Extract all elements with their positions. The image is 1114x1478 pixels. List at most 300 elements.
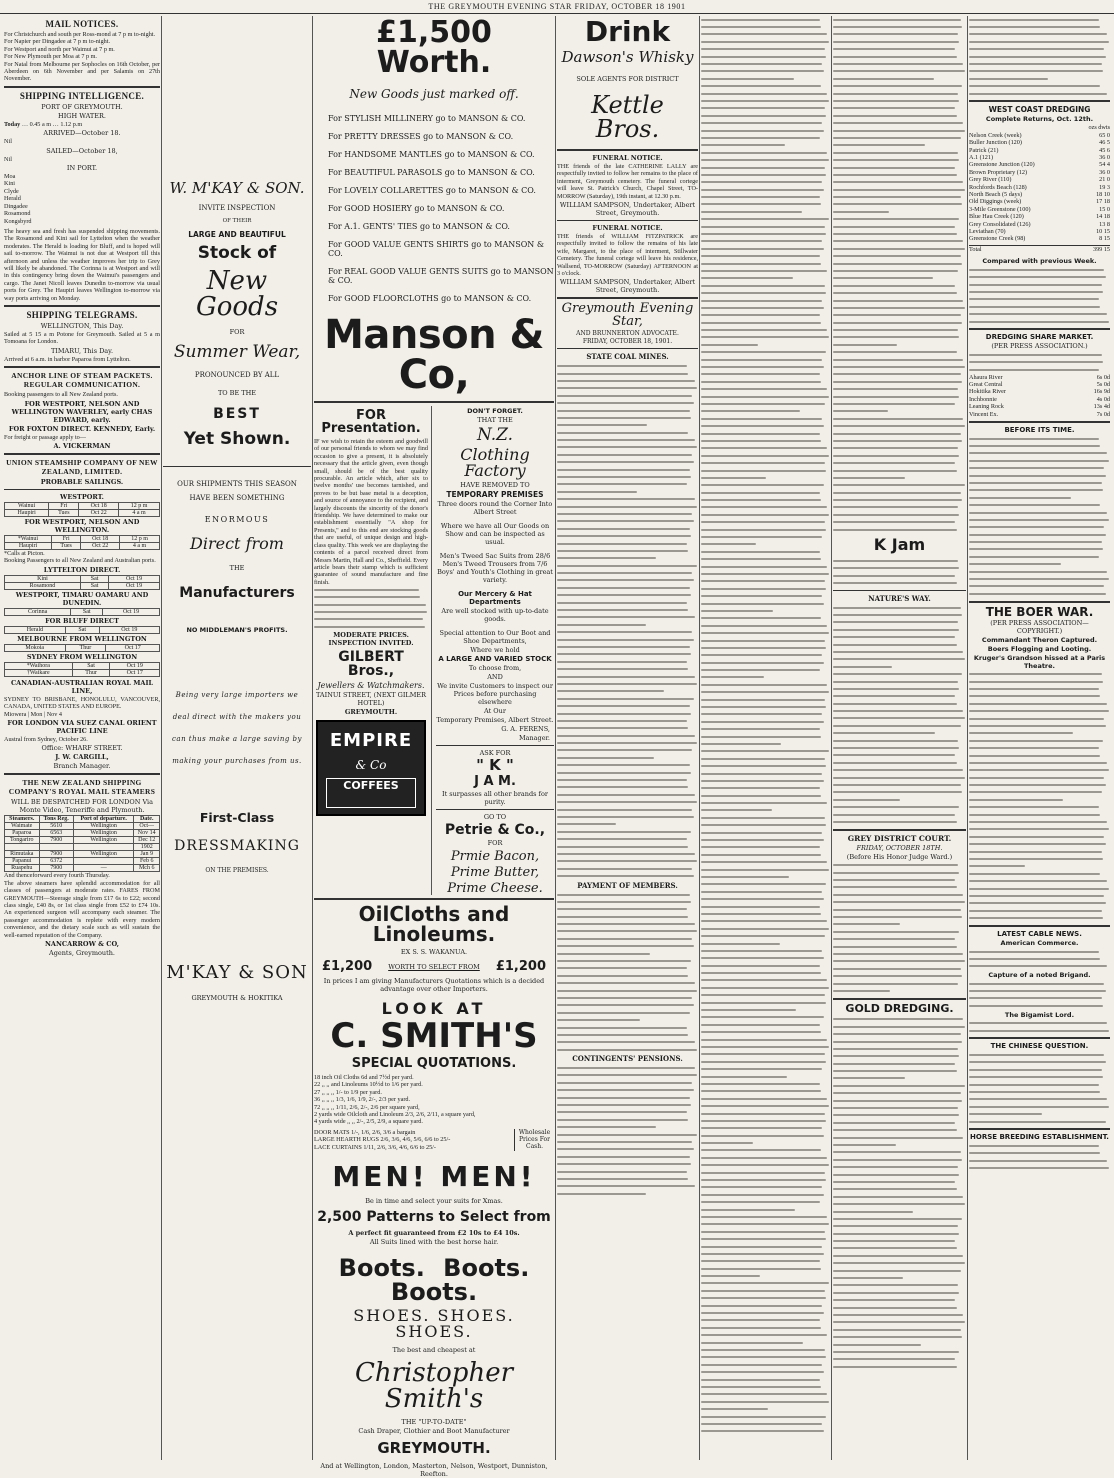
illegible-text-line [969,987,1110,994]
manson-item: For GOOD FLOORCLOTHS go to MANSON & CO. [328,294,532,303]
illegible-text-line [701,1029,830,1036]
returns-row: 3-Mile Greenstone (100) 15 0 [969,205,1110,213]
returns-table [969,132,1110,243]
illegible-text-line [701,578,830,585]
masthead: THE GREYMOUTH EVENING STAR FRIDAY, OCTOBER 18 1901 [0,0,1114,14]
illegible-text-line [969,1103,1110,1110]
illegible-text-line [969,781,1110,788]
table-cell: Corinna [5,608,71,615]
illegible-text-line [701,1006,830,1013]
state-coal-heading: STATE COAL MINES. [586,352,669,362]
kettle-bros: Kettle Bros. [591,91,664,143]
news-text [969,1142,1110,1172]
table-row [5,575,160,582]
empire-coffee-logo: EMPIRE & Co COFFEES [316,720,426,816]
illegible-text-line [701,585,830,592]
firm-places: GREYMOUTH & HOKITIKA [191,993,283,1002]
illegible-text-line [701,496,830,503]
illegible-text-line [701,489,830,496]
illegible-text-line [557,503,698,510]
gold-dredging: GOLD DREDGING. [845,1001,954,1015]
table-header-cell: Port of departure. [73,816,134,823]
illegible-text-line [701,1184,830,1191]
importers-text: Being very large importers we deal direct with the makers you can thus make a large saving by making your purchases from us. [171,691,302,765]
route-westport-nelson: FOR WESTPORT, NELSON AND WELLINGTON. [24,518,140,534]
illegible-text-line [833,208,966,215]
illegible-text-line [701,637,830,644]
column-news [701,16,830,1460]
table-row [5,858,160,865]
illegible-text-line [969,1142,1110,1149]
illegible-text-line [701,445,830,452]
ex-ss-wakanua: EX S. S. WAKANUA. [400,948,468,956]
table-cell: Oct 19 [103,608,160,615]
illegible-text-line [701,408,830,415]
horse-breeding: HORSE BREEDING ESTABLISHMENT. [970,1133,1109,1142]
illegible-text-line [701,519,830,526]
ship-name: Dingadee [4,202,28,210]
illegible-text-line [833,260,966,267]
illegible-text-line [833,1348,966,1355]
table-cell: Fri [51,536,80,543]
illegible-text-line [833,201,966,208]
illegible-text-line [701,762,830,769]
illegible-text-line [969,907,1110,914]
illegible-text-line [833,693,966,700]
illegible-text-line [833,90,966,97]
firm-name-footer: M'KAY & SON [166,961,308,983]
special-quotations: SPECIAL QUOTATIONS. [351,1056,517,1071]
illegible-text-line [557,791,698,798]
illegible-text-line [557,496,698,503]
invite-text: INVITE INSPECTION [198,204,276,212]
returns-row: Greenstone Junction (120) 54 4 [969,161,1110,169]
boer-war: THE BOER WAR. [985,604,1094,619]
table-cell: Wainui [5,503,49,510]
illegible-text-line [557,813,698,820]
london-route: FOR LONDON VIA SUEZ CANAL ORIENT PACIFIC LINE [7,719,157,736]
look-at: LOOK AT [381,999,487,1018]
illegible-text-line [833,752,966,759]
returns-row: Patrick (21) 45 6 [969,146,1110,154]
table-cell: Feb 6 [134,858,160,865]
nz-text: N.Z. [476,425,514,445]
illegible-text-line [833,1274,966,1281]
illegible-text-line [833,759,966,766]
illegible-text-line [701,511,830,518]
table-cell: Rimutaka [5,851,40,858]
illegible-text-line [701,955,830,962]
illegible-text-line [701,1398,830,1405]
illegible-text-line [969,1164,1110,1171]
illegible-text-line [701,1324,830,1331]
table-header [5,816,160,823]
shipping-notes: The heavy sea and fresh has suspended shipping movements. The Rosamond and Kini sail for Lyttelton when the weather moderates. The Herald is loading for Bluff, and is hoped will sail to-morrow. The Waimui is not due at Westport till this afternoon and unless the weather improves her trip to Grey will likely be abandoned. The Corinna is at Westport and will in this contingency bring down the Waimui's passengers and cargo. The Janet Nicoll leaves Dunedin to-morrow via usual ports for Grey. The Haupiri leaves Wellington to-morrow via way ports arriving on Monday. [4,227,160,302]
illegible-text-line [557,392,698,399]
table-cell: 4 a m [120,543,160,550]
illegible-text-line [833,1104,966,1111]
illegible-text-line [833,641,966,648]
telegram-place: TIMARU, This Day. [50,346,114,355]
illegible-text-line [557,1190,698,1197]
illegible-text-line [701,689,830,696]
compared-heading: Compared with previous Week. [982,257,1097,266]
illegible-text-line [833,921,966,928]
illegible-text-line [969,1059,1110,1066]
court-judge: (Before His Honor Judge Ward.) [846,852,953,861]
returns-row: Rochfords Beach (128) 19 3 [969,183,1110,191]
table-cell: Oct 19 [109,575,160,582]
illegible-text-line [557,1183,698,1190]
illegible-text-line [557,614,698,621]
share-market: DREDGING SHARE MARKET. [985,333,1094,342]
illegible-text-line [701,105,830,112]
illegible-text-line [701,1221,830,1228]
illegible-text-line [833,474,966,481]
illegible-text-line [557,510,698,517]
illegible-text-line [833,604,966,611]
illegible-text-line [969,1157,1110,1164]
illegible-text-line [833,430,966,437]
route-sydney: SYDNEY FROM WELLINGTON [26,652,138,661]
illegible-text-line [701,1376,830,1383]
nzs-agent: NANCARROW & CO, [44,940,120,949]
illegible-text-line [557,1094,698,1101]
illegible-text-line [557,1146,698,1153]
illegible-text-line [969,457,1110,464]
illegible-text-line [557,1009,698,1016]
illegible-text-line [557,806,698,813]
illegible-text-line [833,781,966,788]
illegible-text-line [969,678,1110,685]
illegible-text-line [701,83,830,90]
illegible-text-line [557,444,698,451]
illegible-text-line [701,932,830,939]
illegible-text-line [833,557,966,564]
undertaker: WILLIAM SAMPSON, Undertaker, Albert Street, Greymouth. [559,278,696,295]
in-port-label: IN PORT. [66,164,98,173]
illegible-text-line [833,38,966,45]
illegible-text-line [557,1124,698,1131]
illegible-text-line [701,1147,830,1154]
miowera-sailing: Miowera | Mon | Nov 4 [4,710,62,718]
funeral-notice: THE friends of the late CATHERINE LALLY are respectfully invited to follow her remains to the place of interment, Greymouth cemetery. The funeral cortege will leave St. Patrick's Church, Chapel Street, TO-MORROW (Saturday), 19th instant, at 12.30 p.m. [557,163,698,200]
table-cell: *Wainui [5,536,52,543]
table-cell: Jan 9 [134,851,160,858]
ship-name: Clyde [4,187,19,195]
illegible-text-line [833,1333,966,1340]
illegible-text-line [833,1341,966,1348]
illegible-text-line [701,282,830,289]
illegible-text-line [969,274,1110,281]
illegible-text-line [833,437,966,444]
illegible-text-line [557,1079,698,1086]
illegible-text-line [701,903,830,910]
illegible-text-line [969,68,1110,75]
illegible-text-line [833,68,966,75]
illegible-text-line [557,821,698,828]
table-cell: Dec 12 [134,837,160,844]
illegible-text-line [557,928,698,935]
illegible-text-line [833,685,966,692]
amount-right: £1,200 [495,959,546,974]
illegible-text-line [701,1243,830,1250]
illegible-text-line [969,46,1110,53]
illegible-text-line [833,1297,966,1304]
illegible-text-line [833,289,966,296]
manson-item: For A.1. GENTS' TIES go to MANSON & CO. [328,222,510,231]
illegible-text-line [701,1413,830,1420]
gilbert-bros: GILBERT Bros., [338,649,404,680]
manson-item: For REAL GOOD VALUE GENTS SUITS go to MANSON & CO. [328,267,554,285]
table-cell: Paparoa [5,830,40,837]
illegible-text-line [833,393,966,400]
illegible-text-line [557,629,698,636]
natures-way: NATURE'S WAY. [868,593,931,603]
illegible-text-line [557,943,698,950]
illegible-text-line [701,659,830,666]
editorial-text [557,891,698,1054]
table-cell: Oct 18 [79,503,119,510]
table-cell: Oct 19 [110,662,160,669]
summer-wear-text: Summer Wear, [173,342,301,362]
illegible-text-line [557,898,698,905]
illegible-text-line [701,992,830,999]
illegible-text-line [701,260,830,267]
illegible-text-line [701,711,830,718]
illegible-text-line [557,673,698,680]
illegible-text-line [833,452,966,459]
illegible-text-line [701,799,830,806]
illegible-text-line [969,23,1110,30]
illegible-text-line [701,1354,830,1361]
illegible-text-line [701,1346,830,1353]
booking-note: Booking Passengers to all New Zealand and Australian ports. [4,557,156,565]
illegible-text-line [557,584,698,591]
table-cell: 6563 [39,830,73,837]
manson-item: For LOVELY COLLARETTES go to MANSON & CO. [328,186,536,195]
to-be-text: TO BE THE [217,389,257,397]
illegible-text-line [557,769,698,776]
illegible-text-line [833,1127,966,1134]
invite-customers: We invite Customers to inspect our Prices before purchasing elsewhere [437,682,553,706]
illegible-text-line [557,739,698,746]
first-class-text: First-Class [199,810,275,825]
illegible-text-line [833,722,966,729]
mens-suits: Men's Tweed Sac Suits from 28/6 Men's Tweed Trousers from 7/6 Boys' and Youth's Clothing in great variety. [437,552,553,584]
illegible-text-line [969,465,1110,472]
illegible-text-line [833,1023,966,1030]
illegible-text-line [833,1090,966,1097]
illegible-text-line [833,415,966,422]
shipping-heading: SHIPPING INTELLIGENCE. [19,90,145,101]
ship-name: Herald [4,195,21,203]
returns-row: Leviathan (70) 10 15 [969,227,1110,235]
moderate-prices: MODERATE PRICES. INSPECTION INVITED. [328,631,414,648]
illegible-text-line [701,592,830,599]
mercery-text: Are well stocked with up-to-date goods. [441,607,549,623]
illegible-text-line [557,407,698,414]
mercery-heading: Our Mercery & Hat Departments [458,590,532,606]
illegible-text-line [833,1156,966,1163]
illegible-text-line [557,965,698,972]
illegible-text-line [833,1245,966,1252]
illegible-text-line [701,53,830,60]
illegible-text-line [833,1223,966,1230]
illegible-text-line [701,1235,830,1242]
column-mkay-advert [163,16,311,1460]
illegible-text-line [833,511,966,518]
route-westport: WESTPORT. [60,493,104,501]
illegible-text-line [969,804,1110,811]
illegible-text-line [701,836,830,843]
illegible-text-line [833,400,966,407]
column-markets [969,16,1110,1460]
illegible-text-line [833,363,966,370]
illegible-text-line [701,1036,830,1043]
illegible-text-line [557,1016,698,1023]
pensions-heading: CONTINGENTS' PENSIONS. [572,1054,683,1064]
and-text: AND [487,673,503,681]
illegible-text-line [969,1150,1110,1157]
illegible-text-line [969,266,1110,273]
illegible-text-line [969,366,1110,373]
table-cell: Oct 17 [110,669,160,676]
illegible-text-line [557,828,698,835]
table-cell: 5610 [39,823,73,830]
illegible-text-line [833,149,966,156]
illegible-text-line [701,1250,830,1257]
petrie-co: Petrie & Co., [444,822,546,838]
illegible-text-line [833,663,966,670]
illegible-text-line [701,38,830,45]
table-row [5,608,160,615]
illegible-text-line [314,623,428,630]
dawsons-whisky: Dawson's Whisky [561,48,694,66]
mail-notice: For Westport and north per Waimui at 7 p m. [4,45,115,53]
table-cell: Sat [72,662,110,669]
office-address: Office: WHARF STREET. [41,744,123,753]
returns-row: Greenstone Creek (98) 8 15 [969,235,1110,243]
illegible-text-line [701,940,830,947]
illegible-text-line [701,888,830,895]
k-brand: " K " [476,756,514,774]
illegible-text-line [833,386,966,393]
illegible-text-line [701,1162,830,1169]
table-cell: Thur [65,644,106,651]
illegible-text-line [833,572,966,579]
illegible-text-line [969,472,1110,479]
c-smiths: C. SMITH'S [330,1016,538,1056]
table-cell: Nov 14 [134,830,160,837]
illegible-text-line [557,1064,698,1071]
illegible-text-line [701,1383,830,1390]
illegible-text-line [557,754,698,761]
illegible-text-line [701,193,830,200]
illegible-text-line [969,685,1110,692]
sailing-table [4,662,160,677]
illegible-text-line [969,494,1110,501]
illegible-text-line [701,415,830,422]
illegible-text-line [701,703,830,710]
illegible-text-line [557,980,698,987]
illegible-text-line [701,755,830,762]
illegible-text-line [833,267,966,274]
illegible-text-line [833,1230,966,1237]
at-our: At Our [484,707,506,715]
illegible-text-line [969,892,1110,899]
wholesale-prices: Wholesale Prices For Cash. [514,1129,554,1151]
canadian-line: CANADIAN-AUSTRALIAN ROYAL MAIL LINE, [10,678,154,695]
illegible-text-line [701,134,830,141]
illegible-text-line [833,496,966,503]
share-row: Great Central 5s 0d [969,380,1110,388]
anchor-line-heading: ANCHOR LINE OF STEAM PACKETS. REGULAR COMMUNICATION. [11,371,153,390]
illegible-text-line [833,1193,966,1200]
illegible-text-line [833,715,966,722]
illegible-text-line [969,730,1110,737]
illegible-text-line [701,334,830,341]
prime-bacon: Prmie Bacon, [450,849,540,864]
illegible-text-line [701,400,830,407]
illegible-text-line [833,216,966,223]
shoes-shoes: SHOES. SHOES. SHOES. [353,1306,515,1342]
table-cell: 1902 [134,844,160,851]
removed-to: HAVE REMOVED TO [460,481,530,489]
illegible-text-line [557,865,698,872]
illegible-text-line [701,563,830,570]
illegible-text-line [969,1020,1110,1027]
manager-name: J. W. CARGILL, [55,753,109,762]
special-attention: Special attention to Our Boot and Shoe Departments, [439,629,551,645]
illegible-text-line [833,1030,966,1037]
illegible-text-line [701,541,830,548]
illegible-text-line [701,1272,830,1279]
firm-name: W. M'KAY & SON. [169,179,305,197]
table-row [5,844,160,851]
illegible-text-line [701,349,830,356]
illegible-text-line [701,1191,830,1198]
news-text [969,980,1110,1010]
returns-date: Complete Returns, Oct. 12th. [985,115,1094,124]
illegible-text-line [557,1024,698,1031]
table-cell: Sat [80,582,108,589]
illegible-text-line [701,1280,830,1287]
table-header-cell: Date. [134,816,160,823]
illegible-text-line [701,607,830,614]
illegible-text-line [557,891,698,898]
table-row [5,851,160,858]
illegible-text-line [701,1154,830,1161]
illegible-text-line [701,1332,830,1339]
illegible-text-line [701,947,830,954]
anchor-routes: FOR WESTPORT, NELSON AND WELLINGTON WAVERLEY, early CHAS EDWARD, early. [11,399,153,424]
illegible-text-line [557,525,698,532]
news-text [701,16,830,1435]
table-cell: Thur [72,669,110,676]
illegible-text-line [969,1110,1110,1117]
telegrams-heading: SHIPPING TELEGRAMS. [26,309,138,320]
funeral-heading: FUNERAL NOTICE. [592,154,663,162]
illegible-text-line [701,1065,830,1072]
illegible-text-line [557,621,698,628]
table-cell: Sat [65,626,99,633]
illegible-text-line [969,583,1110,590]
nzs-fares: The above steamers have splendid accommodation for all classes of passengers at moderate rates. FARES FROM GREYMOUTH—Steerage single from £17 6s to £22; second class single, £40 8s, or 1st class single from £52 to £74 10s. An experienced surgeon will accompany each steamer. The passenger accommodation is replete with every modern convenience, and the dietary scale such as will sustain the well-earned reputation of the Company. [4,879,160,939]
new-goods-marked: New Goods just marked off. [349,87,519,101]
noted-brigand: Capture of a noted Brigand. [988,970,1091,979]
press-assoc: (PER PRESS ASSOCIATION—COPYRIGHT.) [990,618,1089,635]
